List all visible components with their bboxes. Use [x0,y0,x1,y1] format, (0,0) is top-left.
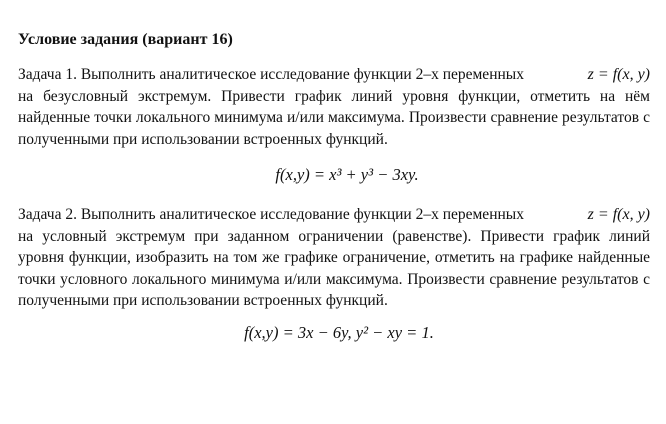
task-2-formula [6,322,666,344]
task-2-intro: Задача 2. Выполнить аналитическое исследование функции 2–х переменных [18,206,524,223]
task-2-formula-text: f(x,y) = 3x − 6y, y² − xy = 1. [244,323,434,342]
task-2-paragraph [18,204,650,312]
task-1-body: на безусловный экстремум. Привести график линий уровня функции, отметить на нём найденные точки локального минимума и/или максимума. Произвести сравнение результатов с полученными при использовании встроенных функций. [18,87,650,148]
task-2-first-line [18,204,650,226]
task-2-function-notation: z = f(x, y) [587,206,650,223]
task-1-paragraph [18,64,650,150]
task-1-intro: Задача 1. Выполнить аналитическое исследование функции 2–х переменных [18,66,524,83]
task-1-function-notation: z = f(x, y) [587,66,650,83]
task-1-formula-text: f(x,y) = x³ + y³ − 3xy. [275,165,419,184]
task-1-formula [14,164,666,186]
page-title: Условие задания (вариант 16) [18,31,233,48]
task-1-first-line [18,64,650,86]
task-2-body: на условный экстремум при заданном ограничении (равенстве). Привести график линий уровня функции, изобразить на том же графике ограничение, отметить на графике найденные точки условного локального минимума и/или максимума. Произвести сравнение результатов с полученными при использовании встроенных функций. [18,227,650,309]
